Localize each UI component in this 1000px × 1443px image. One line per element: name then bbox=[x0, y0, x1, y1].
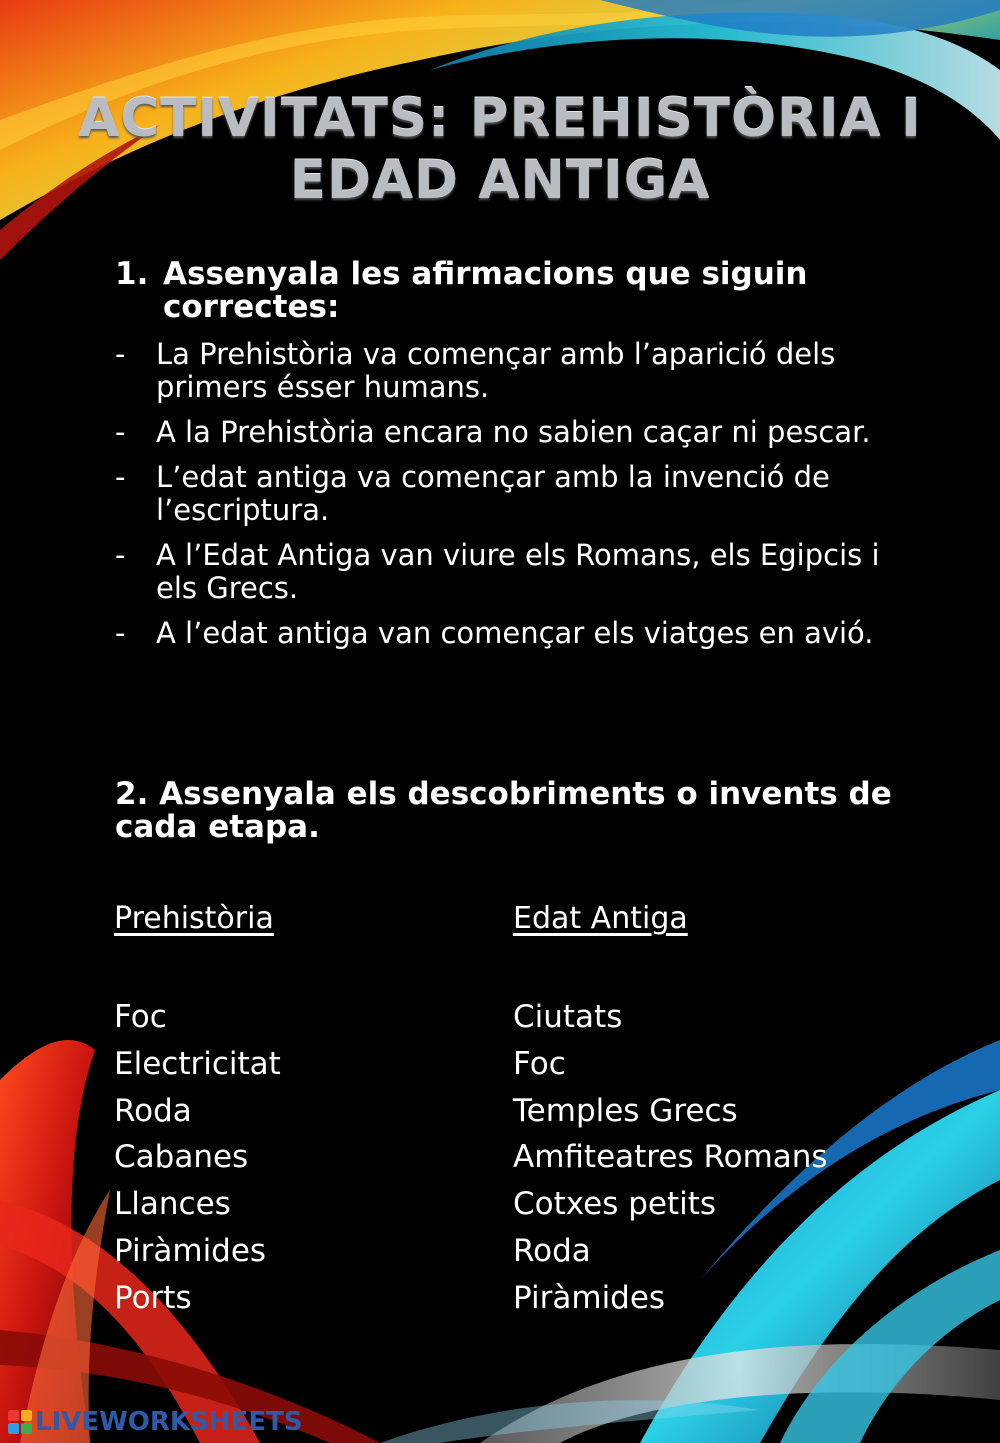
statement-option[interactable] bbox=[115, 416, 895, 449]
bullet-dash: - bbox=[115, 616, 126, 650]
statement-option[interactable] bbox=[115, 338, 895, 404]
invention-option[interactable]: Piràmides bbox=[513, 1279, 666, 1316]
statement-option[interactable] bbox=[115, 617, 895, 650]
column-edat-antiga bbox=[513, 900, 873, 1322]
column-heading: Edat Antiga bbox=[513, 901, 688, 936]
logo-grid-icon bbox=[8, 1410, 32, 1434]
logo-square-icon bbox=[21, 1423, 32, 1434]
bullet-dash: - bbox=[115, 538, 126, 572]
invention-option[interactable]: Temples Grecs bbox=[513, 1092, 738, 1129]
question-1-text: Assenyala les afirmacions que siguin correctes: bbox=[163, 256, 808, 325]
statement-option[interactable] bbox=[115, 539, 895, 605]
statement-text: A la Prehistòria encara no sabien caçar ni pescar. bbox=[156, 415, 871, 449]
statement-text: L’edat antiga va començar amb la invenció de l’escriptura. bbox=[156, 460, 830, 527]
invention-option[interactable]: Roda bbox=[513, 1232, 591, 1269]
invention-option[interactable]: Ciutats bbox=[513, 999, 623, 1035]
column-heading: Prehistòria bbox=[114, 901, 274, 936]
bullet-dash: - bbox=[115, 337, 126, 371]
statement-text: La Prehistòria va començar amb l’aparició dels primers ésser humans. bbox=[156, 337, 836, 404]
question-2-text: 2. Assenyala els descobriments o invents de cada etapa. bbox=[115, 776, 892, 845]
statement-option[interactable] bbox=[115, 461, 895, 527]
logo-square-icon bbox=[8, 1410, 19, 1421]
bullet-dash: - bbox=[115, 460, 126, 494]
invention-option[interactable]: Ports bbox=[114, 1279, 192, 1316]
invention-option[interactable]: Llances bbox=[114, 1186, 231, 1223]
worksheet-title bbox=[60, 88, 940, 212]
invention-option[interactable]: Amfiteatres Romans bbox=[513, 1139, 828, 1176]
question-1-options bbox=[115, 338, 895, 662]
statement-text: A l’Edat Antiga van viure els Romans, els Egipcis i els Grecs. bbox=[156, 538, 880, 605]
question-1 bbox=[115, 258, 915, 324]
invention-option[interactable]: Piràmides bbox=[114, 1232, 267, 1269]
question-1-number: 1. bbox=[115, 256, 149, 292]
title-line-1: ACTIVITATS: PREHISTÒRIA I bbox=[78, 88, 922, 149]
statement-text: A l’edat antiga van començar els viatges en avió. bbox=[156, 616, 874, 650]
logo-square-icon bbox=[8, 1423, 19, 1434]
brand-name: LIVEWORKSHEETS bbox=[35, 1407, 303, 1437]
logo-square-icon bbox=[21, 1410, 32, 1421]
liveworksheets-logo[interactable] bbox=[8, 1407, 303, 1437]
invention-list bbox=[114, 994, 474, 1322]
title-line-2: EDAD ANTIGA bbox=[289, 150, 711, 211]
bullet-dash: - bbox=[115, 415, 126, 449]
invention-option[interactable]: Roda bbox=[114, 1092, 192, 1129]
invention-list bbox=[513, 994, 873, 1322]
column-prehistoria bbox=[114, 900, 474, 1322]
invention-option[interactable]: Electricitat bbox=[114, 1045, 281, 1082]
invention-option[interactable]: Cabanes bbox=[114, 1139, 249, 1176]
invention-option[interactable]: Cotxes petits bbox=[513, 1186, 717, 1223]
invention-option[interactable]: Foc bbox=[513, 1045, 566, 1082]
invention-option[interactable]: Foc bbox=[114, 999, 167, 1035]
